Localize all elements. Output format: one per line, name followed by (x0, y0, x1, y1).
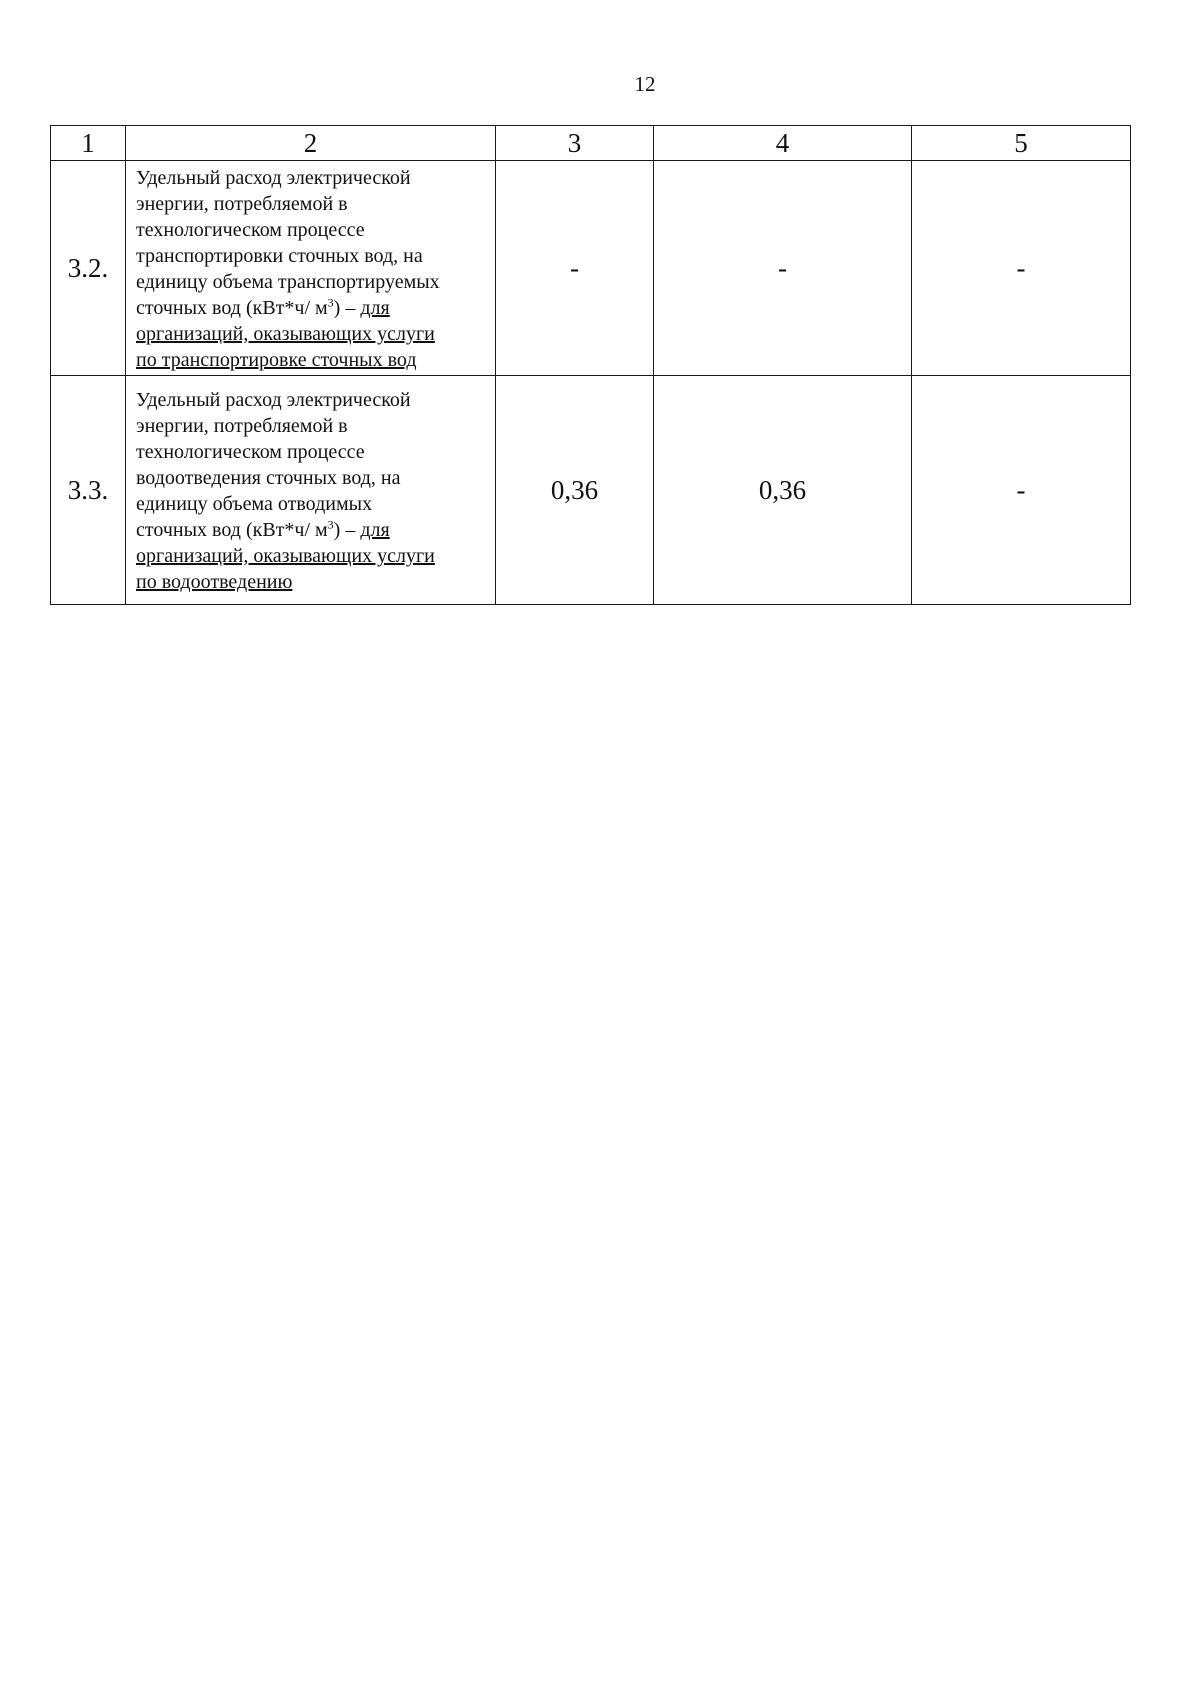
row-description (126, 161, 496, 376)
header-col-5: 5 (912, 126, 1131, 161)
unit-line (136, 295, 487, 321)
description-line: единицу объема транспортируемых (136, 271, 440, 293)
underlined-line: по водоотведению (136, 571, 293, 593)
underlined-line: организаций, оказывающих услуги (136, 323, 435, 345)
description-line: энергии, потребляемой в (136, 193, 348, 215)
description-line: Удельный расход электрической (136, 167, 411, 189)
unit-superscript: 3 (327, 517, 334, 532)
header-col-3: 3 (496, 126, 654, 161)
underlined-text: для (360, 519, 390, 541)
underlined-line: организаций, оказывающих услуги (136, 545, 435, 567)
row-description (126, 376, 496, 605)
header-col-4: 4 (654, 126, 912, 161)
description-line: технологическом процессе (136, 219, 365, 241)
underlined-line: по транспортировке сточных вод (136, 349, 417, 371)
table-header-row (51, 126, 1131, 161)
unit-prefix: сточных вод (кВт*ч/ м (136, 519, 328, 541)
indicator-table (50, 125, 1131, 605)
value-col-5: - (912, 161, 1131, 376)
value-col-5: - (912, 376, 1131, 605)
value-col-3: 0,36 (496, 376, 654, 605)
description-line: транспортировки сточных вод, на (136, 245, 423, 267)
description-line: единицу объема отводимых (136, 493, 373, 515)
description-line: водоотведения сточных вод, на (136, 467, 401, 489)
row-number: 3.2. (51, 161, 126, 376)
value-col-4: 0,36 (654, 376, 912, 605)
description-line: Удельный расход электрической (136, 389, 411, 411)
value-col-3: - (496, 161, 654, 376)
unit-suffix: ) – (333, 519, 361, 541)
value-col-4: - (654, 161, 912, 376)
header-col-2: 2 (126, 126, 496, 161)
page-number: 12 (634, 72, 656, 96)
table-row (51, 376, 1131, 605)
underlined-text: для (360, 297, 390, 319)
unit-prefix: сточных вод (кВт*ч/ м (136, 297, 328, 319)
unit-superscript: 3 (327, 295, 334, 310)
header-col-1: 1 (51, 126, 126, 161)
description-line: технологическом процессе (136, 441, 365, 463)
description-line: энергии, потребляемой в (136, 415, 348, 437)
unit-suffix: ) – (333, 297, 361, 319)
unit-line (136, 517, 487, 543)
table-row (51, 161, 1131, 376)
row-number: 3.3. (51, 376, 126, 605)
